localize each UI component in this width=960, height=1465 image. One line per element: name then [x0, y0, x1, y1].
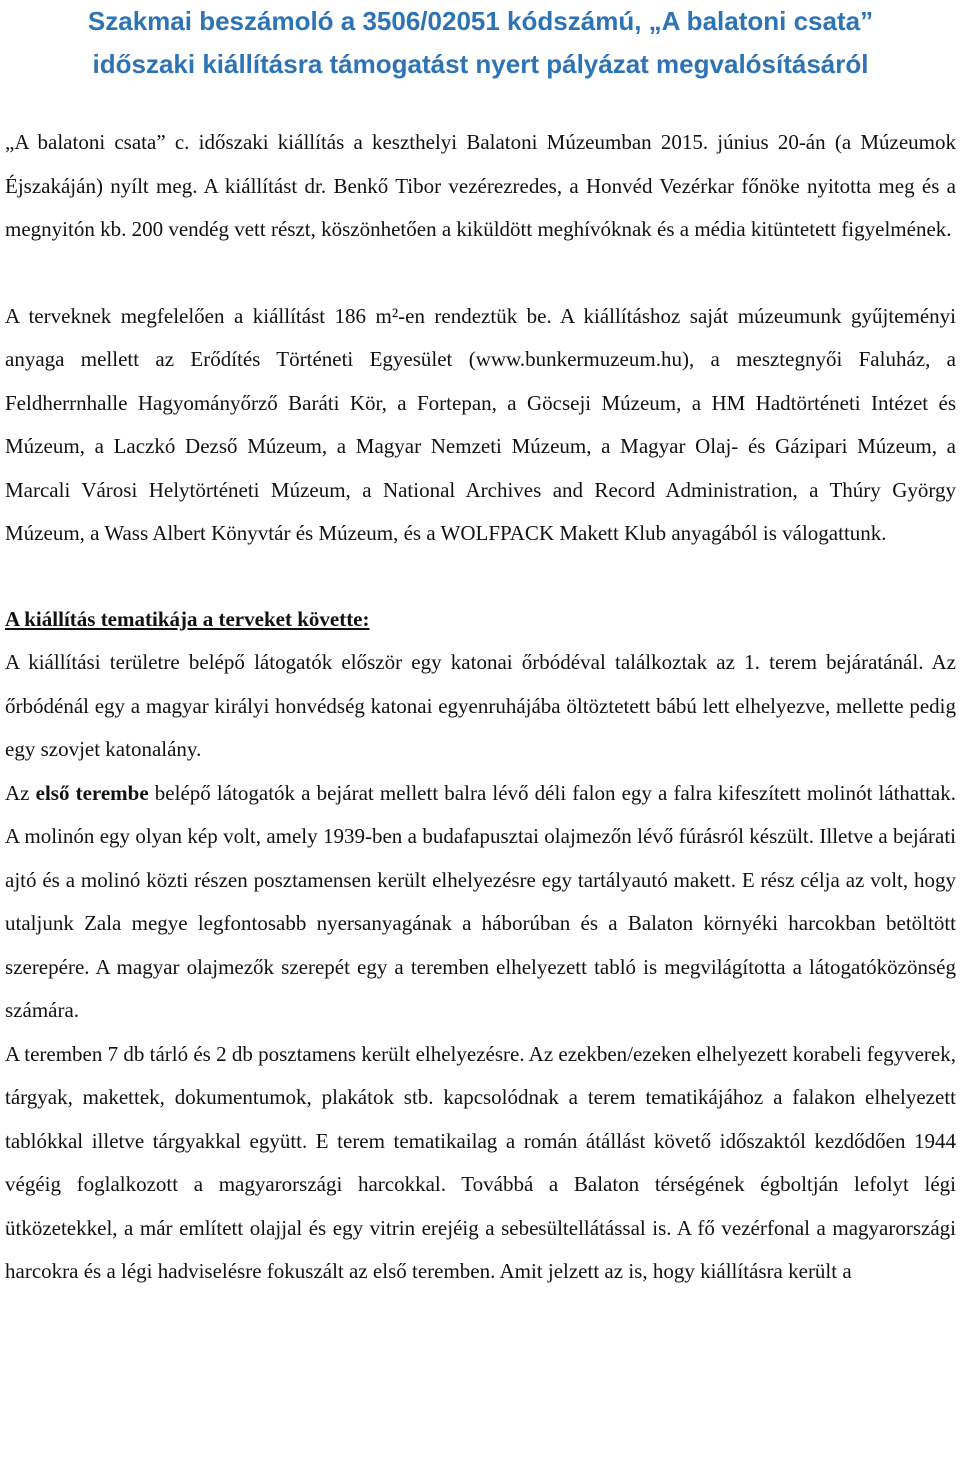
paragraph-opening: „A balatoni csata” c. időszaki kiállítás a keszthelyi Balatoni Múzeumban 2015. június 20-án (a Múzeumok Éjszakáján) nyílt meg. A kiállítást dr. Benkő Tibor vezérezredes, a Honvéd Vezérkar főnöke nyitotta meg és a megnyitón kb. 200 vendég vett részt, köszönhetően a kiküldött meghívóknak és a média kitüntetett figyelmének.	[5, 130, 956, 241]
first-room-text: belépő látogatók a bejárat mellett balra lévő déli falon egy a falra kifeszített molinót láthattak. A molinón egy olyan kép volt, amely 1939-ben a budafapusztai olajmezőn lévő fúrásról készült. Illetve a bejárati ajtó és a molinó közti részen posztamensen került elhelyezésre egy tartályautó makett. E rész célja az volt, hogy utaljunk Zala megye legfontosabb nyersanyagának a háborúban és a Balaton környéki harcokban betöltött szerepére. A magyar olajmezők szerepét egy a teremben elhelyezett tabló is megvilágította a látogatóközönség számára.	[5, 780, 956, 1022]
section-heading: A kiállítás tematikája a terveket követte:	[5, 606, 370, 631]
first-room-emphasis: első terembe	[35, 780, 149, 805]
paragraph-first-room	[5, 772, 956, 1033]
document-title	[5, 0, 956, 86]
paragraph-guard-booth: A kiállítási területre belépő látogatók először egy katonai őrbódéval találkoztak az 1. terem bejáratánál. Az őrbódénál egy a magyar királyi honvédség katonai egyenruhájába öltöztetett bábú lett elhelyezve, mellette pedig egy szovjet katonalány.	[5, 650, 956, 761]
paragraph-lenders: A terveknek megfelelően a kiállítást 186 m²-en rendeztük be. A kiállításhoz saját múzeumunk gyűjteményi anyaga mellett az Erődítés Történeti Egyesület (www.bunkermuzeum.hu), a mesztegnyői Faluház, a Feldherrnhalle Hagyományőrző Baráti Kör, a Fortepan, a Göcseji Múzeum, a HM Hadtörténeti Intézet és Múzeum, a Laczkó Dezső Múzeum, a Magyar Nemzeti Múzeum, a Magyar Olaj- és Gázipari Múzeum, a Marcali Városi Helytörténeti Múzeum, a National Archives and Record Administration, a Thúry György Múzeum, a Wass Albert Könyvtár és Múzeum, és a WOLFPACK Makett Klub anyagából is válogattunk.	[5, 303, 956, 545]
paragraph-showcases: A teremben 7 db tárló és 2 db posztamens került elhelyezésre. Az ezekben/ezeken elhelyezett korabeli fegyverek, tárgyak, makettek, dokumentumok, plakátok stb. kapcsolódnak a terem tematikájához a falakon elhelyezett tablókkal illetve tárgyakkal együtt. E terem tematikailag a román átállást követő időszaktól kezdődően 1944 végéig foglalkozott a magyarországi harcokkal. Továbbá a Balaton térségének égboltján lefolyt légi ütközetekkel, a már említett olajjal és egy vitrin erejéig a sebesültellátással is. A fő vezérfonal a magyarországi harcokra és a légi hadviselésre fokuszált az első teremben. Amit jelzett az is, hogy kiállításra került a	[5, 1041, 956, 1283]
title-line-2: időszaki kiállításra támogatást nyert pályázat megvalósításáról	[92, 49, 869, 79]
first-room-prefix: Az	[5, 780, 36, 805]
title-line-1: Szakmai beszámoló a 3506/02051 kódszámú, „A balatoni csata”	[87, 6, 874, 36]
